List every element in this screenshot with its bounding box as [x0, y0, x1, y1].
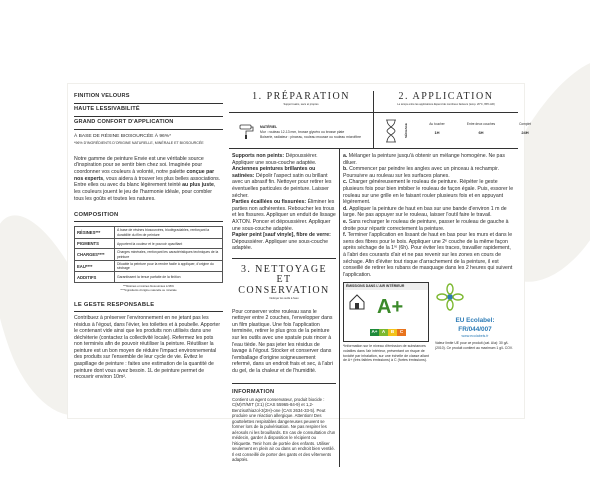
table-row: [75, 227, 223, 239]
biosourced-claim: À BASE DE RÉSINE BIOSOURCÉE À 96%*: [74, 133, 172, 139]
dry-complete: [504, 122, 546, 135]
house-icon: [348, 293, 366, 311]
materiel-line: Boiserie, radiateur : pinceau, rouleau mousse ou rouleau microfibre: [260, 134, 362, 139]
hourglass-icon: [384, 118, 398, 144]
information-text: Contient un agent conservateur, produit biocide : C(M)IT/MIT (3:1) (CAS 55965-84-9) et 1,2-Benzisothiazol-3(2H)-one (CAS 2634-33-5). Peut produire une réaction allergique. Attention! Des gouttelettes respirables dangereuses peuvent se former lors de la pulvérisation. Ne pas respirer les aérosols ni les brouillards. En cas de consultation d'un médecin, garder à disposition le récipient ou l'étiquette. Tenir hors de portée des enfants. Utiliser seulement en plein air ou dans un endroit bien ventilé. Il est conseillé de porter des gants et des vêtements adaptés.: [232, 396, 336, 463]
feature-1: FINITION VELOURS: [74, 91, 223, 104]
preparation-column: [229, 149, 339, 467]
app-step: [343, 166, 515, 179]
materiel-cell: [229, 113, 373, 148]
table-row: [75, 249, 223, 261]
app-step-letter: c.: [343, 179, 349, 186]
emission-scale: [370, 329, 406, 336]
prep-item: [232, 199, 336, 232]
geste-title: LE GESTE RESPONSABLE: [74, 302, 223, 312]
intro-part: , les couleurs jouent le jeu de l'harmonie idéale, pour combler tous les goûts et toutes les natures.: [74, 182, 216, 202]
application-column: [339, 149, 518, 467]
composition-value: À base de résines biosourcées, biodégradables, renforçant la durabilité du film de peinture: [115, 227, 223, 239]
sechage-cell: [373, 113, 531, 148]
prep-item-bold: Supports non peints:: [232, 153, 286, 159]
preparation-subtitle: Support sains, secs et propres: [283, 103, 319, 106]
dry-between-value: 6H: [478, 130, 484, 135]
prep-item: [232, 232, 336, 252]
section-headers: [229, 91, 518, 113]
composition-title: COMPOSITION: [74, 212, 223, 222]
app-step-letter: b.: [343, 166, 350, 173]
instructions-area: [229, 91, 531, 467]
biosourced-note: *96% D'INGRÉDIENTS D'ORIGINE NATURELLE, MINÉRALE ET BIOSOURCÉE: [74, 141, 204, 146]
table-row: [75, 238, 223, 249]
information-title: INFORMATION: [232, 383, 336, 396]
intro-bold: conçue par nos experts: [74, 168, 215, 182]
intro-part: Notre gamme de peinture Envie est une véritable source d'inspiration pour se sentir bien chez soi. Imaginée pour coordonner vos couleurs à volonté, notre palette: [74, 155, 204, 175]
emission-block: [343, 282, 429, 363]
geste-text: Contribuez à préserver l'environnement en ne jetant pas les résidus à l'égout, dans l'évier, les toilettes et à poubelle. Apporter le contenant vide ainsi que les produits non utilisés dans une déchèterie (contactez la collectivité locale). Refermez les pots non terminés afin de pouvoir réutiliser la peinture. Réutiliser la peinture est un bon moyen de réduire l'impact environnemental des produits sur l'ensemble de leur cycle de vie. Évitez le gaspillage de peinture : faites une estimation de la quantité de peinture dont vous avez besoin. 1L de peinture permet de recouvrir environ 10m².: [74, 315, 221, 381]
app-step-text: Mélanger la peinture jusqu'à obtenir un mélange homogène. Ne pas diluer.: [343, 153, 505, 166]
app-step-text: Charger généreusement le rouleau de peinture. Répéter le geste plusieurs fois pour bien imbiber le rouleau de façon égale. Puis, essorer le rouleau sur une grille en le faisant rouler plusieurs fois et en appuyant légèrement.: [343, 179, 514, 206]
prep-item-bold: Anciennes peintures brillantes ou satinées:: [232, 166, 316, 179]
app-step-text: Appliquer la peinture de haut en bas sur une bande d'environ 1 m de large. Ne pas appuyer sur le rouleau, laisser l'outil faire le travail.: [343, 205, 507, 219]
prep-item-text: Dépoussiérer. Appliquer une sous-couche adaptée.: [232, 238, 329, 252]
feature-3: GRAND CONFORT D'APPLICATION: [74, 117, 223, 130]
composition-legend: ***Résines et résines biosourcées à 96% ****Ingrédients d'origine naturelle ou minérale: [120, 283, 177, 292]
scale-step: C: [397, 329, 406, 336]
body-row: [229, 149, 518, 467]
app-step-letter: d.: [343, 205, 350, 212]
prep-item: [232, 153, 336, 166]
ecolabel-code: FR/044/007: [458, 326, 492, 334]
tool-row: [229, 113, 531, 149]
app-step-letter: a.: [343, 153, 349, 159]
app-step: [343, 232, 515, 278]
nettoyage-title-line: ET CONSERVATION: [238, 274, 330, 296]
emission-grade: A+: [377, 296, 404, 319]
preparation-title: 1. PRÉPARATION: [252, 91, 350, 102]
ecolabel-description: Valeur limite UE pour ce produit (cat. A/a): 30 g/L (2010). Ce produit contient au maximum 1 g/L COV.: [435, 341, 513, 350]
dry-touch-value: 1H: [434, 130, 440, 135]
application-subtitle: Le temps entre les applications dépend de nombreux facteurs (temp. 20°C, 65% HR): [397, 103, 495, 106]
preparation-header: [229, 91, 373, 112]
dry-touch-label: Au toucher: [429, 122, 445, 126]
dry-complete-value: 24H: [521, 130, 529, 135]
intro-bold: au plus juste: [182, 182, 214, 189]
app-step-letter: e.: [343, 218, 349, 225]
app-step-text: Commencer par peindre les angles avec un pinceau à rechampir. Poursuivre au rouleau sur les surfaces planes.: [343, 166, 500, 179]
sechage-label: SÉCHAGE: [404, 123, 408, 139]
ecolabel-name: EU Ecolabel:: [455, 316, 495, 324]
scale-step: A+: [371, 329, 378, 335]
composition-key: PIGMENTS: [75, 238, 115, 249]
materiel-text: [260, 125, 361, 139]
prep-item-text: Dépoussiérer. Appliquer une sous-couche adaptée.: [232, 153, 318, 166]
emission-badge: [343, 282, 429, 342]
labels-row: [343, 282, 515, 363]
app-step-text: Terminer l'application en lissant de haut en bas pour les murs et dans le sens des fibres pour le bois. Appliquer une 2ᵉ couche de la même façon après séchage de la 1ʳᵉ (6h). Pour éviter les traces, travailler rapidement, à l'abri des courants d'air et ne pas revenir sur les zones en cours de séchage. Afin d'éviter tout risque d'arrachement de la peinture, il est conseillé de retirer les rubans de masquage dans les 2 heures qui suivent l'application.: [343, 232, 513, 278]
app-step: [343, 179, 515, 205]
composition-value: Charges minérales, renforçant les caractéristiques techniques de la peinture: [115, 249, 223, 261]
ecolabel-url[interactable]: www.ecolabels.fr: [461, 333, 489, 338]
roller-icon: [239, 123, 255, 139]
emission-title: ÉMISSIONS DANS L'AIR INTÉRIEUR: [344, 283, 428, 289]
left-column: [74, 91, 223, 381]
materiel-line: Mur : rouleau 12-13 mm, brosse glycéro ou brosse plate: [260, 129, 345, 134]
prep-item-text: Éliminer les parties non adhérentes. Reboucher les trous et les fissures. Appliquer un enduit de lissage AXTON. Poncer et dépoussiérer. Appliquer une sous-couche adaptée.: [232, 199, 336, 232]
prep-item-text: Dépolir l'aspect satin ou brillant avec un abrasif fin. Nettoyer pour retirer les éventuelles particules de peinture. Laisser sécher.: [232, 172, 332, 199]
composition-key: RÉSINES***: [75, 227, 115, 239]
emission-text: *Information sur le niveau d'émission de substances volatiles dans l'air intérieur, présentant un risque de toxicité par inhalation, sur une échelle de classe allant de A+ (très faibles émissions) à C (fortes émissions).: [343, 344, 429, 363]
composition-table: [74, 226, 223, 283]
dry-touch: [416, 122, 458, 135]
composition-value: Apportent la couleur et le pouvoir opacifiant: [115, 238, 223, 249]
intro-text: [74, 156, 223, 203]
prep-item-bold: Parties écaillées ou fissurées:: [232, 199, 308, 206]
scale-step: B: [388, 329, 397, 336]
prep-item-bold: Papier peint [sauf vinyle], fibre de verre:: [232, 232, 331, 239]
prep-item: [232, 166, 336, 199]
composition-key: EAU****: [75, 260, 115, 272]
app-step: [343, 206, 515, 219]
materiel-label: MATÉRIEL: [260, 125, 278, 129]
app-step: [343, 219, 515, 232]
nettoyage-subtitle: Nettoyer les outils à l'eau: [269, 297, 299, 301]
application-header: [373, 91, 518, 112]
app-step-letter: f.: [343, 232, 348, 239]
composition-value: Garantissent la tenue parfaite de la finition: [115, 272, 223, 283]
table-row: [75, 260, 223, 272]
application-title: 2. APPLICATION: [398, 91, 494, 102]
nettoyage-text: Pour conserver votre rouleau sans le nettoyer entre 2 couches, l'envelopper dans un film plastique. Une fois l'application terminée, retirer le plus gros de la peinture sur les outils avec une spatule puis rincer à l'eau tiède. Ne pas jeter les résidus de lavage à l'égout. Stocker et conserver dans l'emballage d'origine soigneusement refermé, dans un endroit frais et sec, à l'abri du gel, de la chaleur et de l'humidité.: [232, 308, 334, 375]
ecolabel-block: [435, 282, 515, 363]
feature-2: HAUTE LESSIVABILITÉ: [74, 104, 223, 117]
table-row: [75, 272, 223, 283]
dry-complete-label: Complet: [519, 122, 531, 126]
composition-value: Diluable la peinture pour la rendre facile à appliquer, d'origine du séchage: [115, 260, 223, 272]
intro-part: , vous aidera à trouver les plus belles associations. Entre elles ou avec du blanc légèrement teinté: [74, 175, 221, 189]
nettoyage-title-line: 3. NETTOYAGE: [240, 263, 328, 275]
label-sheet: [68, 84, 531, 463]
composition-key: CHARGES****: [75, 249, 115, 261]
app-step: [343, 153, 515, 166]
app-step-text: Sans recharger le rouleau de peinture, passer le rouleau de gauche à droite pour répartir correctement la peinture.: [343, 218, 509, 232]
nettoyage-title: [232, 258, 336, 297]
dry-between-label: Entre deux couches: [466, 122, 496, 126]
composition-key: ADDITIFS: [75, 272, 115, 283]
ecolabel-flower-icon: [435, 282, 465, 312]
dry-between: [460, 122, 502, 135]
scale-step: A: [379, 329, 388, 336]
